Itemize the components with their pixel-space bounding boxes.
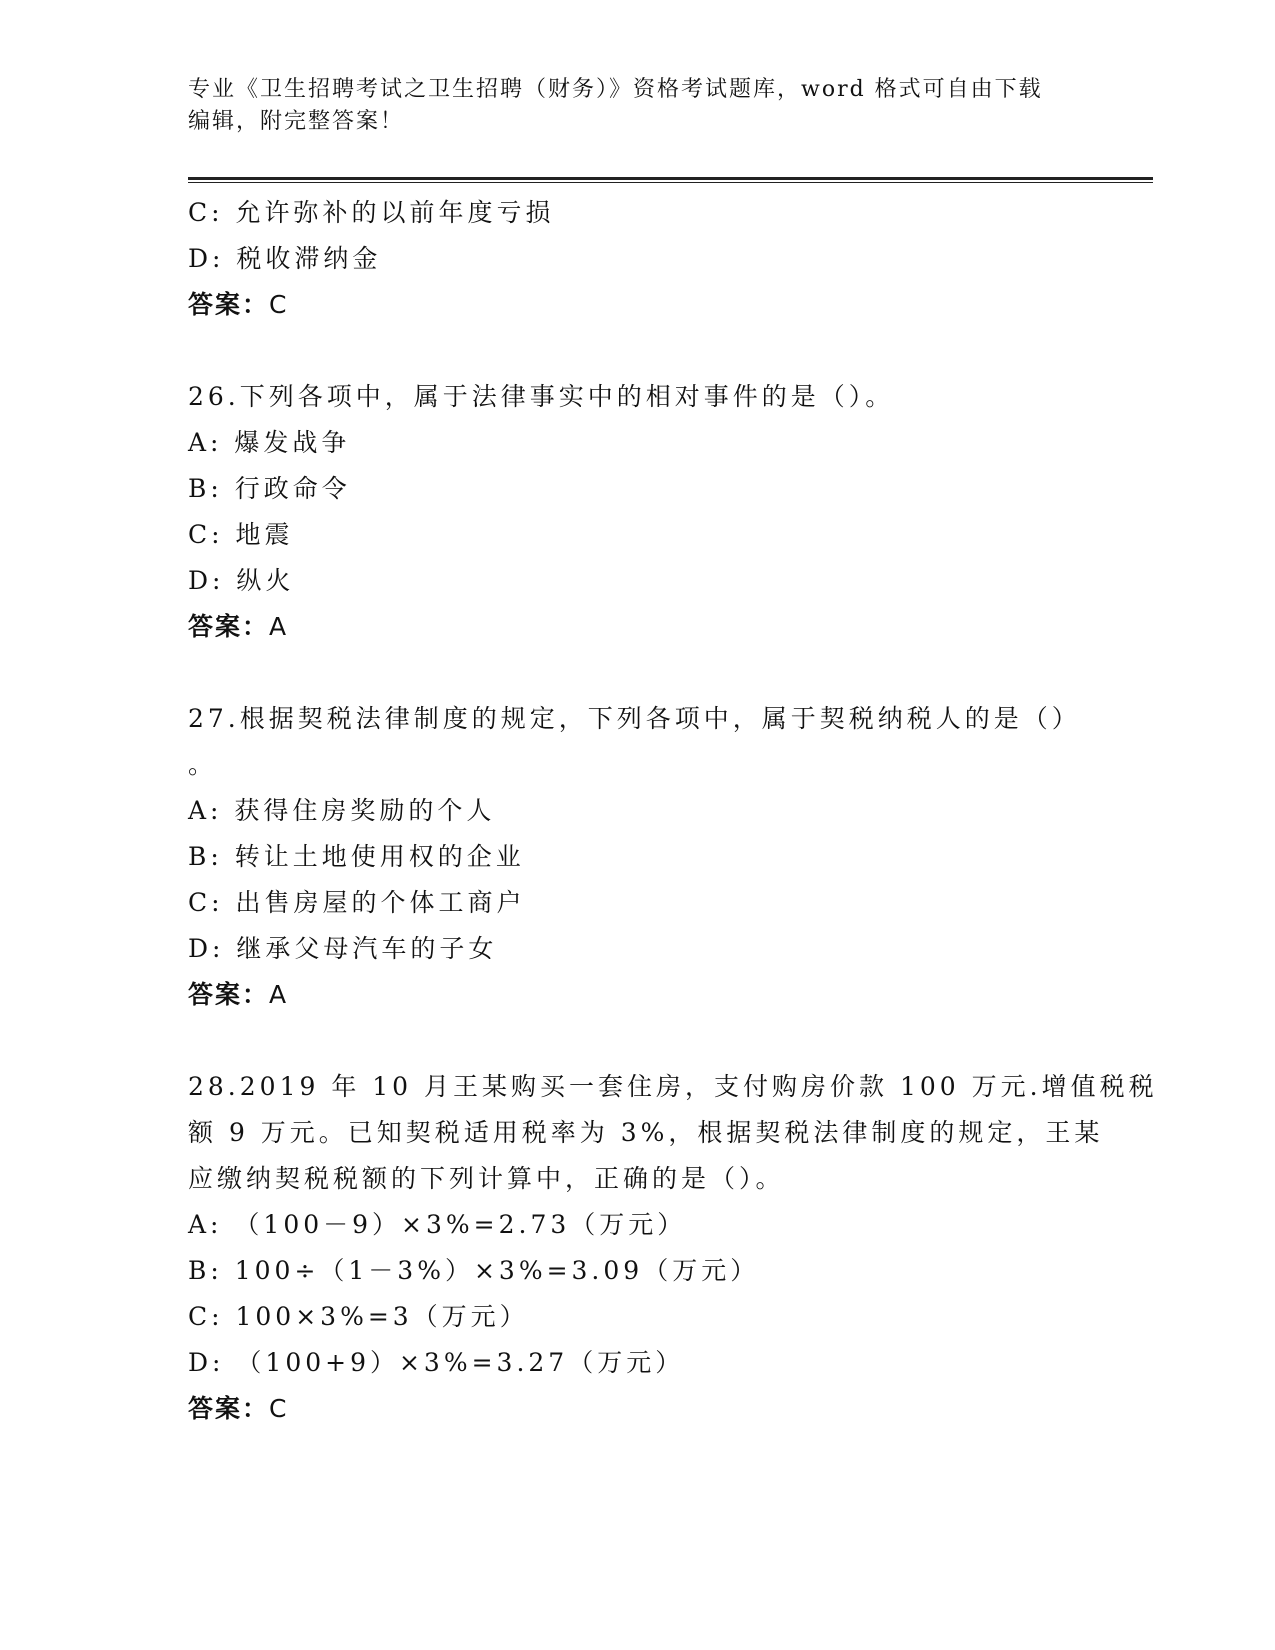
option-b: B: 转让土地使用权的企业 [188,842,525,871]
answer-value: C [269,290,289,319]
option-c: C: 出售房屋的个体工商户 [188,888,526,917]
option-b: B: 行政命令 [188,474,351,503]
answer-row [188,972,1088,1018]
answer-label: 答案： [188,612,270,641]
answer-row [188,1386,1088,1432]
spacer [188,1018,1088,1064]
header-divider-thick [188,177,1153,180]
question-text-line-1: 28.2019 年 10 月王某购买一套住房，支付购房价款 100 万元.增值税税 [188,1072,1158,1101]
question-26 [188,374,1088,650]
header-line-1: 专业《卫生招聘考试之卫生招聘（财务）》资格考试题库，word 格式可自由下载 [188,77,1043,102]
question-25-tail [188,190,1088,328]
question-27 [188,696,1088,1018]
answer-row [188,282,1088,328]
answer-value: C [269,1394,289,1423]
option-c: C: 地震 [188,520,294,549]
answer-value: A [269,612,289,641]
option-d: D: 税收滞纳金 [188,244,382,273]
answer-label: 答案： [188,980,270,1009]
spacer [188,328,1088,374]
question-28 [188,1064,1158,1432]
option-d: D: 纵火 [188,566,295,595]
option-d: D: （100+9）×3%=3.27（万元） [188,1348,685,1377]
option-b: B: 100÷（1－3%）×3%=3.09（万元） [188,1256,760,1285]
document-header [188,74,1078,138]
answer-label: 答案： [188,1394,270,1423]
option-a: A: （100－9）×3%=2.73（万元） [188,1210,687,1239]
header-line-2: 编辑，附完整答案！ [188,109,405,134]
spacer [188,650,1088,696]
answer-label: 答案： [188,290,270,319]
question-list [188,190,1158,1432]
question-text-line-2: 额 9 万元。已知契税适用税率为 3%，根据契税法律制度的规定，王某 [188,1118,1104,1147]
answer-value: A [269,980,289,1009]
header-divider-thin [188,182,1153,183]
answer-row [188,604,1088,650]
option-d: D: 继承父母汽车的子女 [188,934,498,963]
question-text: 26.下列各项中，属于法律事实中的相对事件的是（）。 [188,382,895,411]
option-c: C: 允许弥补的以前年度亏损 [188,198,555,227]
option-a: A: 爆发战争 [188,428,351,457]
question-text-line-1: 27.根据契税法律制度的规定，下列各项中，属于契税纳税人的是（） [188,704,1081,733]
question-text-line-2: 。 [188,750,218,779]
option-a: A: 获得住房奖励的个人 [188,796,496,825]
option-c: C: 100×3%=3（万元） [188,1302,529,1331]
question-text-line-3: 应缴纳契税税额的下列计算中，正确的是（）。 [188,1164,785,1193]
